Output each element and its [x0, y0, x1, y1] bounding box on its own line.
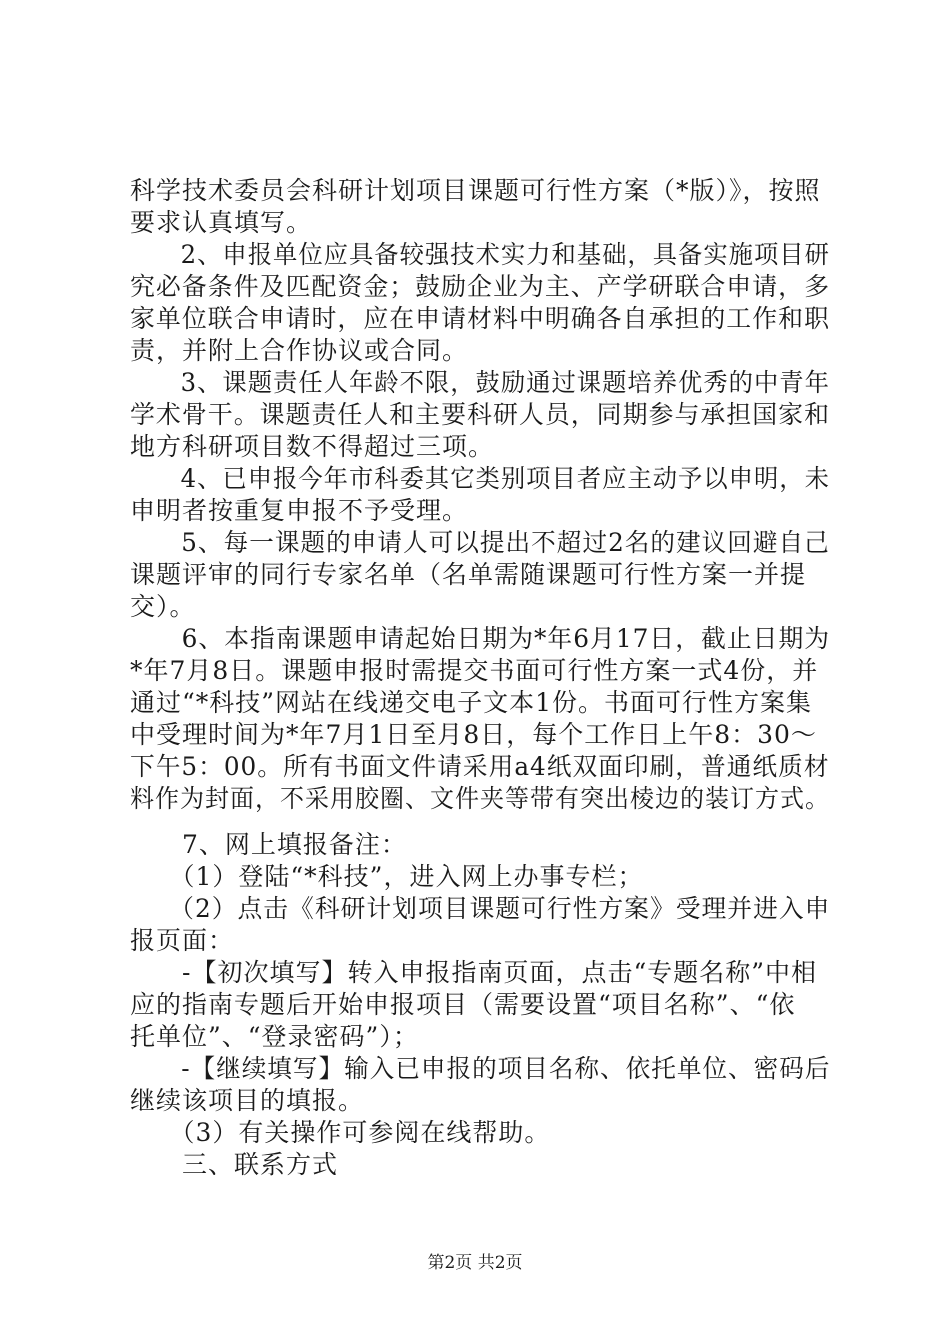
- page-number-footer: 第2页 共2页: [427, 1253, 523, 1273]
- body-text-line: 2、申报单位应具备较强技术实力和基础，具备实施项目研: [130, 240, 830, 269]
- body-text-line: 4、已申报今年市科委其它类别项目者应主动予以申明，未: [130, 464, 830, 493]
- body-text-line: 地方科研项目数不得超过三项。: [130, 432, 495, 461]
- body-text-line: 责，并附上合作协议或合同。: [130, 336, 469, 365]
- body-text-line: 7、网上填报备注：: [130, 830, 407, 859]
- body-text-line: -【初次填写】转入申报指南页面，点击“专题名称”中相: [130, 958, 818, 987]
- body-text-line: 5、每一课题的申请人可以提出不超过2名的建议回避自己: [130, 528, 830, 557]
- body-text-line: 家单位联合申请时，应在申请材料中明确各自承担的工作和职: [130, 304, 831, 333]
- section-heading: 三、联系方式: [130, 1150, 339, 1179]
- body-text-line: *年7月8日。课题申报时需提交书面可行性方案一式4份，并: [130, 656, 819, 685]
- body-text-line: 学术骨干。课题责任人和主要科研人员，同期参与承担国家和: [130, 400, 831, 429]
- body-text-line: 3、课题责任人年龄不限，鼓励通过课题培养优秀的中青年: [130, 368, 830, 397]
- body-text-line: 中受理时间为*年7月1日至月8日，每个工作日上午8：30～: [130, 720, 817, 749]
- body-text-line: 继续该项目的填报。: [130, 1086, 365, 1115]
- body-text-line: （2）点击《科研计划项目课题可行性方案》受理并进入申: [130, 894, 831, 923]
- body-text-line: 课题评审的同行专家名单（名单需随课题可行性方案一并提: [130, 560, 807, 589]
- body-text-line: 应的指南专题后开始申报项目（需要设置“项目名称”、“依: [130, 990, 796, 1019]
- body-text-line: 6、本指南课题申请起始日期为*年6月17日，截止日期为: [130, 624, 831, 653]
- body-text-line: （1）登陆“*科技”，进入网上办事专栏；: [130, 862, 644, 891]
- body-text-line: 要求认真填写。: [130, 208, 313, 237]
- body-text-line: 托单位”、“登录密码”）；: [130, 1022, 419, 1051]
- body-text-line: 通过“*科技”网站在线递交电子文本1份。书面可行性方案集: [130, 688, 812, 717]
- body-text-line: 交）。: [130, 592, 196, 621]
- body-text-line: 究必备条件及匹配资金；鼓励企业为主、产学研联合申请，多: [130, 272, 831, 301]
- body-text-line: 下午5：00。所有书面文件请采用a4纸双面印刷，普通纸质材: [130, 752, 830, 781]
- body-text-line: 料作为封面，不采用胶圈、文件夹等带有突出棱边的装订方式。: [130, 784, 831, 813]
- body-text-line: 科学技术委员会科研计划项目课题可行性方案（*版）》，按照: [130, 176, 821, 205]
- body-text-line: -【继续填写】输入已申报的项目名称、依托单位、密码后: [130, 1054, 831, 1083]
- body-text-line: 申明者按重复申报不予受理。: [130, 496, 469, 525]
- body-text-line: （3）有关操作可参阅在线帮助。: [130, 1118, 551, 1147]
- body-text-line: 报页面：: [130, 926, 235, 955]
